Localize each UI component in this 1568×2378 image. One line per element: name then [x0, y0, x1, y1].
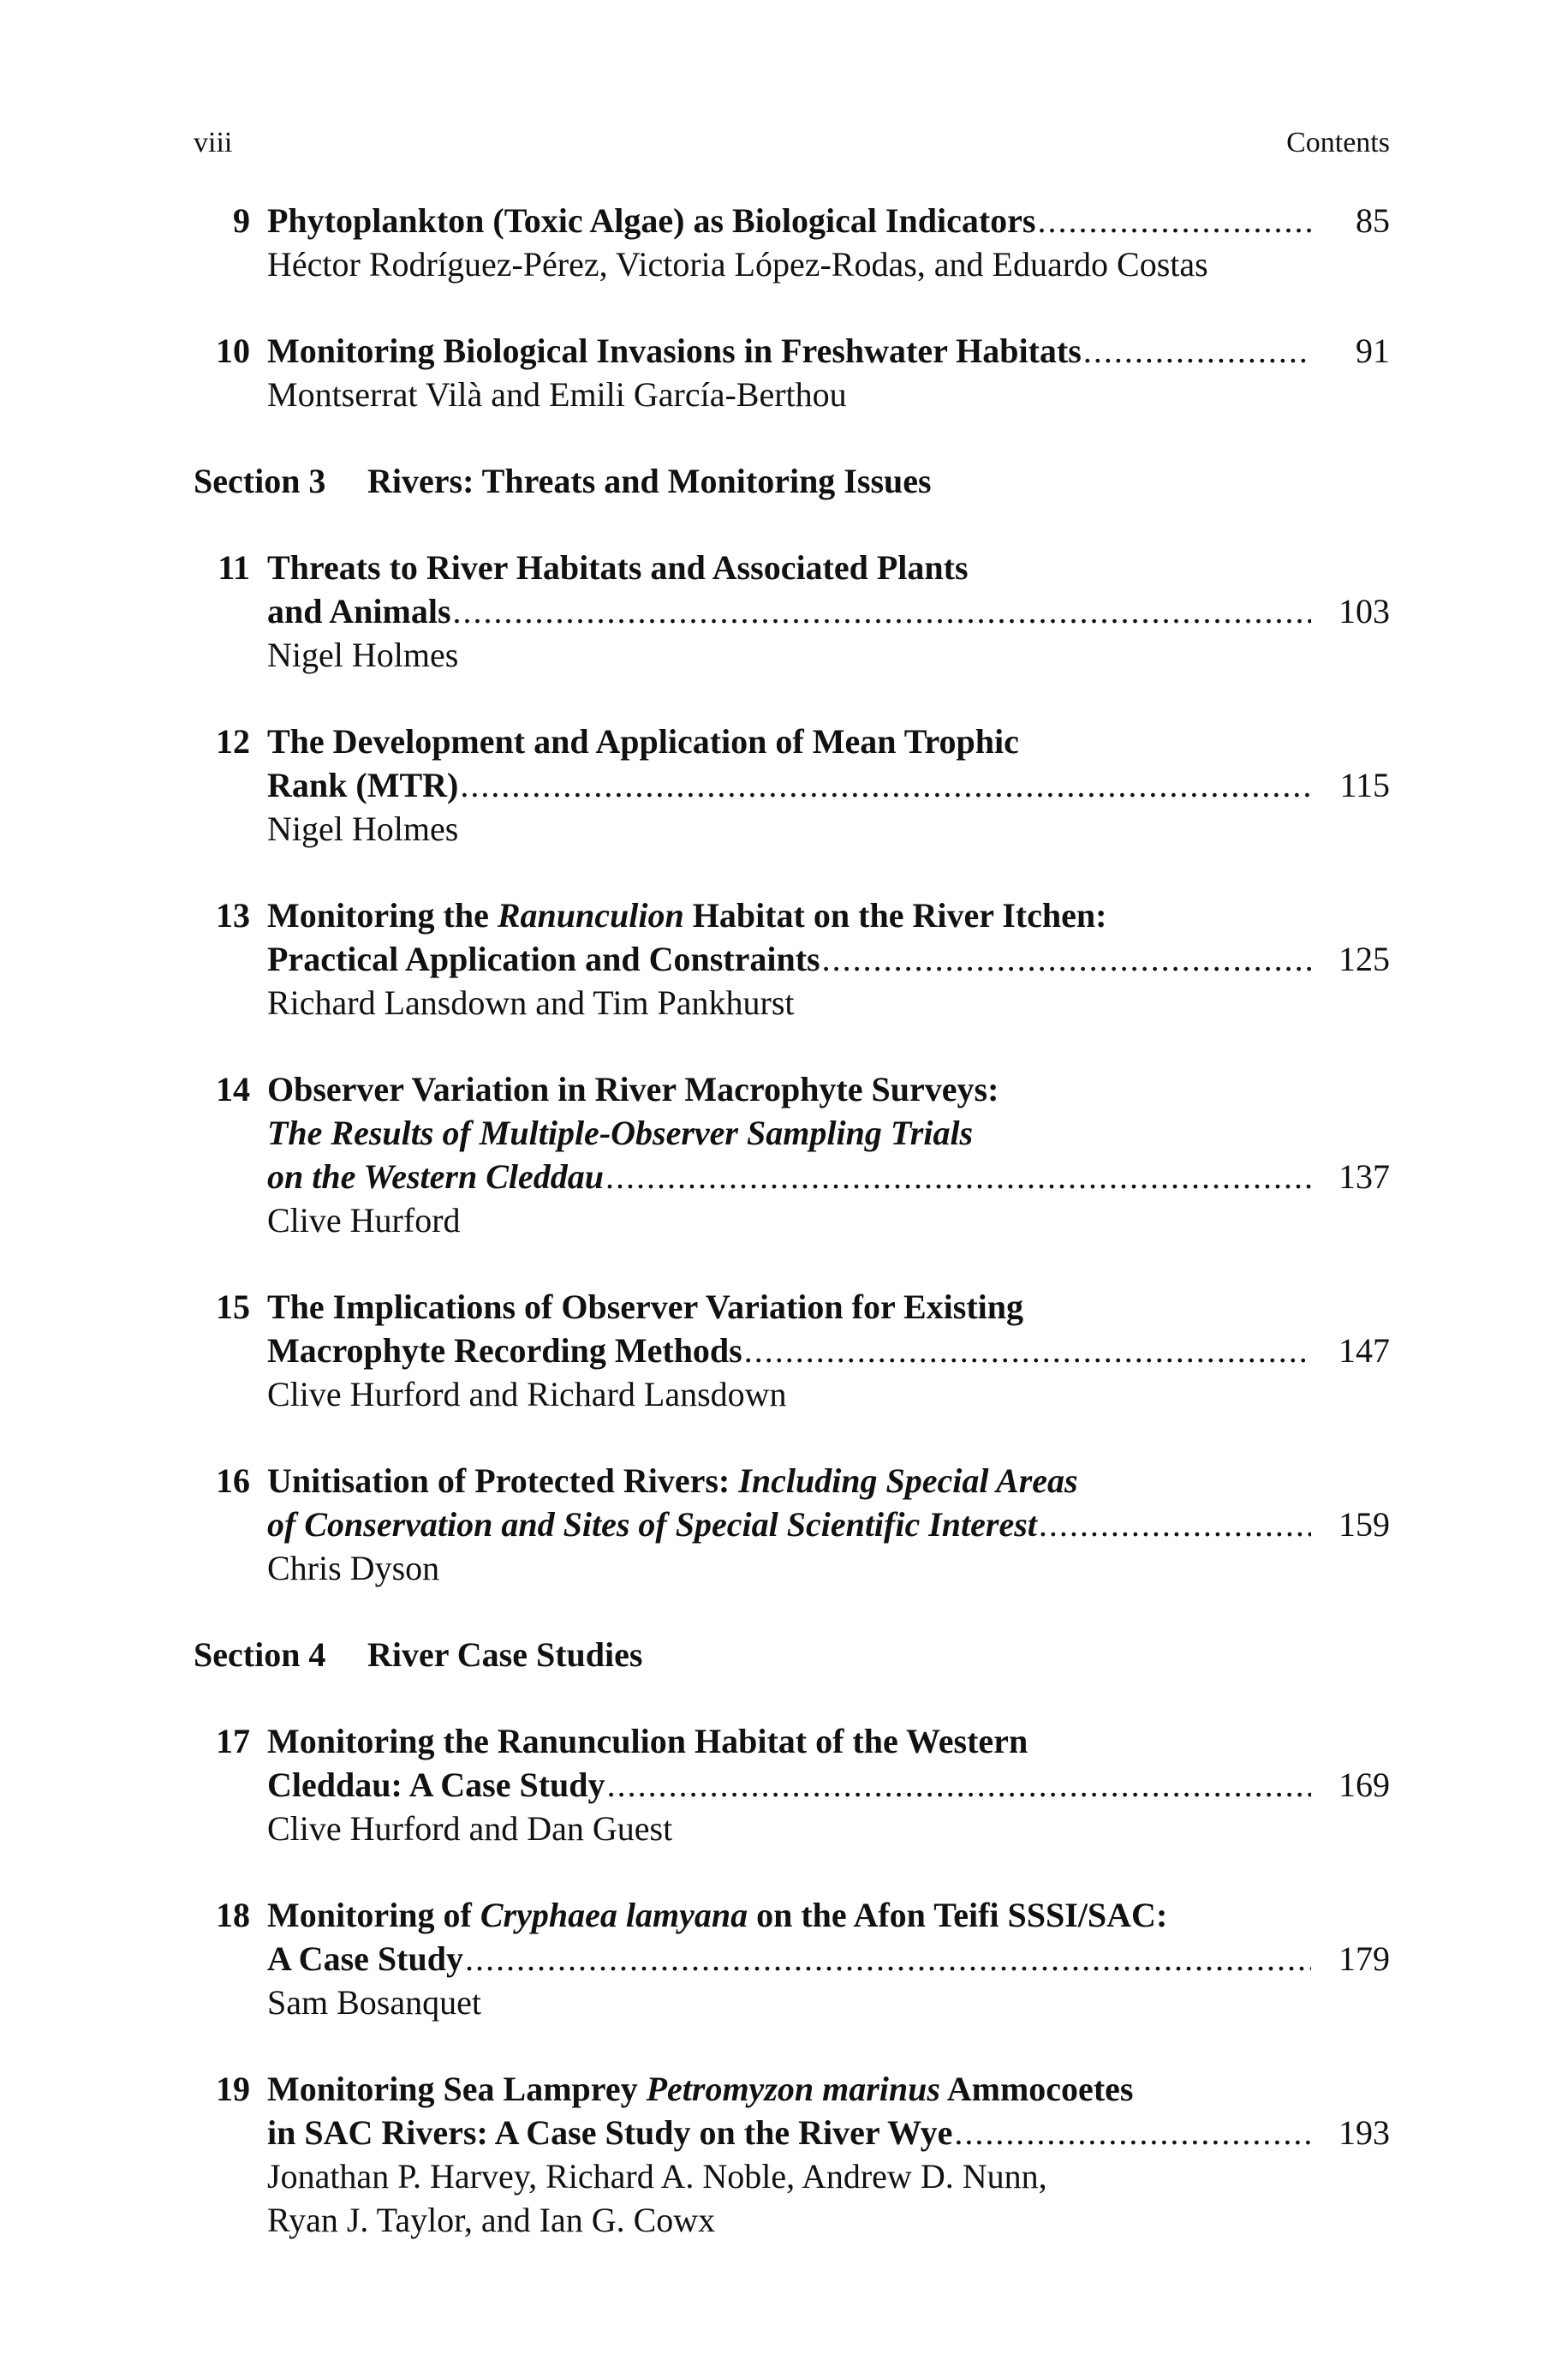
- dot-leader: [954, 2111, 1311, 2154]
- chapter-title-text[interactable]: [267, 199, 1036, 242]
- chapter-number: 12: [216, 722, 250, 761]
- chapter-title-line[interactable]: [267, 1763, 1390, 1807]
- chapter-number: 14: [216, 1070, 250, 1108]
- chapter-title-text[interactable]: [267, 1896, 1167, 1934]
- dot-leader: [460, 763, 1311, 807]
- title-segment: Ammocoetes: [939, 2070, 1134, 2108]
- chapter-title-line[interactable]: [267, 1155, 1390, 1198]
- title-segment: Cryphaea lamyana: [480, 1896, 748, 1934]
- title-segment: Cleddau: A Case Study: [267, 1766, 605, 1804]
- chapter-title-line[interactable]: [267, 1285, 1390, 1329]
- title-segment: Threats to River Habitats and Associated Plants: [267, 548, 969, 587]
- section-heading: [194, 1633, 1390, 1676]
- chapter-title-text[interactable]: [267, 2070, 1133, 2108]
- chapter-title-text[interactable]: [267, 1070, 999, 1108]
- chapter-title-line[interactable]: [267, 2067, 1390, 2111]
- chapter-title-text[interactable]: [267, 329, 1082, 373]
- chapter-body: [194, 1893, 1390, 2024]
- dot-leader: [1083, 329, 1311, 373]
- chapter-title-line[interactable]: [267, 1937, 1390, 1981]
- chapter-authors: [267, 242, 1390, 286]
- chapter-authors: [267, 1198, 1390, 1242]
- section-title: River Case Studies: [367, 1635, 643, 1674]
- chapter-page-number[interactable]: 115: [1339, 766, 1390, 804]
- running-head: [194, 127, 1390, 164]
- author-line: Héctor Rodríguez-Pérez, Victoria López-Rodas, and Eduardo Costas: [267, 245, 1208, 284]
- toc-entry[interactable]: [194, 1893, 1390, 2024]
- chapter-authors: [267, 1807, 1390, 1850]
- chapter-title-line[interactable]: [267, 1459, 1390, 1503]
- title-segment: Monitoring the: [267, 896, 498, 935]
- author-line: Clive Hurford: [267, 1201, 461, 1240]
- table-of-contents: [194, 199, 1390, 2242]
- title-segment: Petromyzon marinus: [646, 2070, 940, 2108]
- running-head-title: Contents: [1286, 127, 1390, 158]
- dot-leader: [453, 589, 1311, 633]
- chapter-number: 16: [216, 1461, 250, 1500]
- title-segment: Monitoring Sea Lamprey: [267, 2070, 647, 2108]
- title-segment: The Development and Application of Mean Trophic: [267, 722, 1019, 761]
- chapter-title-text[interactable]: [267, 763, 458, 807]
- chapter-title-line[interactable]: [267, 937, 1390, 981]
- title-segment: on the Afon Teifi SSSI/SAC:: [748, 1896, 1168, 1934]
- chapter-title-text[interactable]: [267, 1763, 605, 1807]
- chapter-title-text[interactable]: [267, 937, 820, 981]
- title-segment: Monitoring the Ranunculion Habitat of the Western: [267, 1722, 1028, 1760]
- chapter-number: 10: [216, 332, 250, 370]
- chapter-number: 11: [218, 548, 250, 587]
- author-line: Sam Bosanquet: [267, 1983, 481, 2022]
- chapter-title-line[interactable]: [267, 1067, 1390, 1111]
- title-segment: Ranunculion: [497, 896, 684, 935]
- title-segment: A Case Study: [267, 1939, 463, 1978]
- chapter-page-number[interactable]: 91: [1356, 332, 1390, 370]
- chapter-title-line[interactable]: [267, 1719, 1390, 1763]
- title-segment: in SAC Rivers: A Case Study on the River Wye: [267, 2113, 953, 2152]
- chapter-title-line[interactable]: [267, 199, 1390, 242]
- dot-leader: [605, 1155, 1311, 1198]
- title-segment: and Animals: [267, 592, 451, 630]
- section-title: Rivers: Threats and Monitoring Issues: [367, 462, 932, 500]
- title-segment: Observer Variation in River Macrophyte Surveys:: [267, 1070, 999, 1108]
- toc-entry[interactable]: [194, 1719, 1390, 1850]
- chapter-title-text[interactable]: [267, 1288, 1023, 1326]
- toc-entry[interactable]: [194, 329, 1390, 416]
- chapter-body: [194, 199, 1390, 286]
- chapter-title-line[interactable]: [267, 546, 1390, 589]
- dot-leader: [822, 937, 1311, 981]
- chapter-title-line[interactable]: [267, 589, 1390, 633]
- chapter-authors: [267, 1546, 1390, 1590]
- chapter-body: [194, 329, 1390, 416]
- dot-leader: [1039, 1503, 1311, 1546]
- chapter-page-number[interactable]: 125: [1338, 940, 1390, 978]
- chapter-number: 18: [216, 1896, 250, 1934]
- chapter-number: 15: [216, 1288, 250, 1326]
- chapter-title-text[interactable]: [267, 1937, 463, 1981]
- author-line: Nigel Holmes: [267, 636, 459, 674]
- title-segment: Monitoring of: [267, 1896, 480, 1934]
- title-segment: The Implications of Observer Variation for Existing: [267, 1288, 1024, 1326]
- title-segment: Practical Application and Constraints: [267, 940, 820, 978]
- chapter-page-number[interactable]: 137: [1338, 1157, 1390, 1196]
- chapter-title-line[interactable]: [267, 763, 1390, 807]
- dot-leader: [744, 1329, 1311, 1372]
- title-segment: Unitisation of Protected Rivers:: [267, 1461, 739, 1500]
- author-line: Richard Lansdown and Tim Pankhurst: [267, 983, 795, 1022]
- toc-entry[interactable]: [194, 2067, 1390, 2242]
- chapter-body: [194, 893, 1390, 1025]
- chapter-number: 17: [216, 1722, 250, 1760]
- chapter-body: [194, 546, 1390, 677]
- chapter-title-text[interactable]: [267, 1155, 604, 1198]
- chapter-title-text[interactable]: [267, 1329, 742, 1372]
- chapter-body: [194, 1285, 1390, 1416]
- author-line: Clive Hurford and Dan Guest: [267, 1809, 673, 1848]
- title-segment: on the Western Cleddau: [267, 1157, 605, 1196]
- chapter-title-line[interactable]: [267, 1503, 1390, 1546]
- chapter-title-text[interactable]: [267, 589, 451, 633]
- section-label: Section 4: [194, 1635, 326, 1674]
- chapter-title-line[interactable]: [267, 1329, 1390, 1372]
- toc-entry[interactable]: [194, 1459, 1390, 1590]
- chapter-authors: [267, 981, 1390, 1025]
- chapter-title-text[interactable]: [267, 548, 969, 587]
- chapter-title-line[interactable]: [267, 2111, 1390, 2154]
- section-label: Section 3: [194, 462, 326, 500]
- dot-leader: [465, 1937, 1311, 1981]
- chapter-authors: [267, 2154, 1390, 2242]
- chapter-title-line[interactable]: [267, 893, 1390, 937]
- chapter-title-line[interactable]: [267, 1893, 1390, 1937]
- chapter-title-line[interactable]: [267, 720, 1390, 763]
- dot-leader: [1038, 199, 1312, 242]
- chapter-page-number[interactable]: 147: [1338, 1331, 1390, 1370]
- chapter-title-text[interactable]: [267, 1461, 1078, 1500]
- chapter-number: 19: [216, 2070, 250, 2108]
- author-line: Clive Hurford and Richard Lansdown: [267, 1375, 787, 1413]
- chapter-body: [194, 720, 1390, 851]
- title-segment: Phytoplankton (Toxic Algae) as Biological Indicators: [267, 201, 1036, 240]
- dot-leader: [607, 1763, 1311, 1807]
- chapter-body: [194, 1459, 1390, 1590]
- title-segment: Macrophyte Recording Methods: [267, 1331, 742, 1370]
- title-segment: Monitoring Biological Invasions in Freshwater Habitats: [267, 332, 1082, 370]
- chapter-authors: [267, 807, 1390, 851]
- chapter-page-number[interactable]: 179: [1338, 1939, 1390, 1978]
- title-segment: The Results of Multiple-Observer Sampling Trials: [267, 1114, 974, 1152]
- chapter-page-number[interactable]: 193: [1338, 2113, 1390, 2152]
- chapter-title-text[interactable]: [267, 722, 1019, 761]
- chapter-title-text[interactable]: [267, 2111, 952, 2154]
- chapter-page-number[interactable]: 103: [1338, 592, 1390, 630]
- chapter-title-text[interactable]: [267, 1503, 1037, 1546]
- toc-entry[interactable]: [194, 893, 1390, 1025]
- title-segment: Including Special Areas: [738, 1461, 1078, 1500]
- toc-entry[interactable]: [194, 199, 1390, 286]
- chapter-authors: [267, 633, 1390, 677]
- toc-entry[interactable]: [194, 1067, 1390, 1242]
- title-segment: Habitat on the River Itchen:: [683, 896, 1107, 935]
- toc-entry[interactable]: [194, 546, 1390, 677]
- toc-entry[interactable]: [194, 720, 1390, 851]
- chapter-authors: [267, 373, 1390, 416]
- chapter-title-text[interactable]: [267, 896, 1106, 935]
- chapter-body: [194, 1067, 1390, 1242]
- chapter-title-text[interactable]: [267, 1722, 1028, 1760]
- section-heading: [194, 459, 1390, 503]
- chapter-body: [194, 2067, 1390, 2242]
- page-number: viii: [194, 127, 233, 158]
- title-segment: of Conservation and Sites of Special Scientific Interest: [267, 1505, 1037, 1544]
- author-line: Chris Dyson: [267, 1549, 440, 1587]
- toc-entry[interactable]: [194, 1285, 1390, 1416]
- chapter-authors: [267, 1372, 1390, 1416]
- author-line: Nigel Holmes: [267, 810, 459, 848]
- chapter-page-number[interactable]: 169: [1338, 1766, 1390, 1804]
- chapter-page-number[interactable]: 85: [1356, 201, 1390, 240]
- chapter-number: 13: [216, 896, 250, 935]
- chapter-authors: [267, 1981, 1390, 2024]
- chapter-title-line[interactable]: [267, 1111, 1390, 1155]
- author-line: Montserrat Vilà and Emili García-Berthou: [267, 375, 847, 414]
- chapter-number: 9: [233, 201, 250, 240]
- author-line: Ryan J. Taylor, and Ian G. Cowx: [267, 2201, 716, 2239]
- chapter-title-line[interactable]: [267, 329, 1390, 373]
- chapter-body: [194, 1719, 1390, 1850]
- chapter-page-number[interactable]: 159: [1338, 1505, 1390, 1544]
- author-line: Jonathan P. Harvey, Richard A. Noble, Andrew D. Nunn,: [267, 2157, 1047, 2196]
- title-segment: Rank (MTR): [267, 766, 459, 804]
- chapter-title-text[interactable]: [267, 1114, 973, 1152]
